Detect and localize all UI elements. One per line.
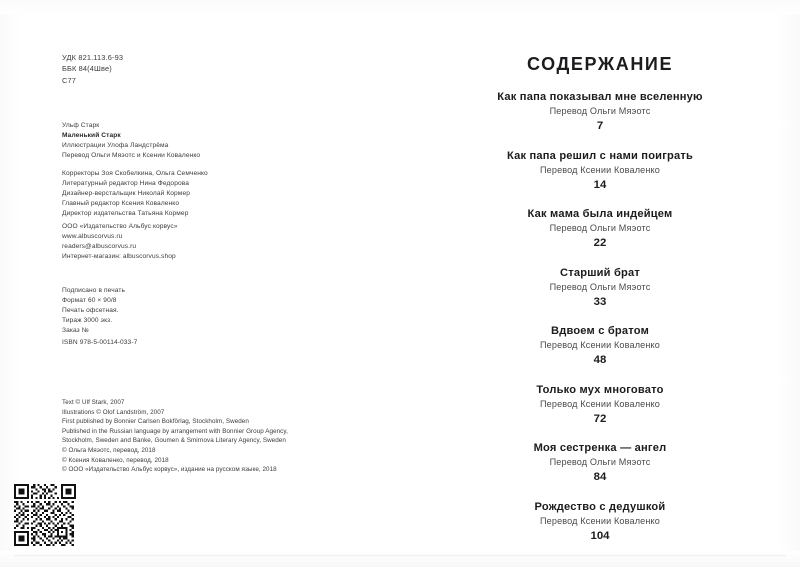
toc-page-number: 48 bbox=[593, 354, 607, 366]
toc-translator: Перевод Ольги Мяэотс bbox=[549, 457, 651, 467]
toc-page-number: 72 bbox=[593, 412, 607, 425]
toc-translator: Перевод Ольги Мяэотс bbox=[549, 281, 651, 292]
toc-page-number: 104 bbox=[590, 529, 610, 542]
copyright-translator-2-line: © Ксения Коваленко, перевод, 2018 bbox=[62, 456, 169, 464]
list-item[interactable] bbox=[400, 324, 800, 368]
toc-translator: Перевод Ольги Мяэотс bbox=[549, 223, 651, 233]
author-name: Ульф Старк bbox=[62, 122, 100, 129]
toc-page-number: 7 bbox=[596, 120, 604, 132]
editorial-staff-block bbox=[62, 169, 208, 219]
print-run-line: Тираж 3000 экз. bbox=[62, 316, 113, 324]
toc-page-number: 22 bbox=[593, 237, 607, 249]
print-type-line: Печать офсетная. bbox=[62, 306, 119, 314]
russian-arrangement-line-1: Published in the Russian language by arrangement with Bonnier Group Agency, bbox=[62, 427, 288, 435]
author-code-line: С77 bbox=[62, 75, 77, 85]
toc-translator: Перевод Ксении Коваленко bbox=[539, 164, 660, 175]
toc-title: Рождество с дедушкой bbox=[534, 500, 666, 513]
toc-page-number: 14 bbox=[593, 178, 607, 191]
proofreaders-line: Корректоры Зоя Скобелкина, Ольга Семченко bbox=[62, 170, 208, 177]
book-credits-block bbox=[62, 121, 200, 161]
copyright-text-line: Text © Ulf Stark, 2007 bbox=[62, 399, 125, 406]
toc-list bbox=[400, 90, 800, 558]
toc-title: Как папа показывал мне вселенную bbox=[497, 91, 703, 103]
publisher-website[interactable]: www.albuscorvus.ru bbox=[62, 232, 123, 240]
literary-editor-line: Литературный редактор Нина Федорова bbox=[62, 179, 190, 187]
list-item[interactable] bbox=[400, 149, 800, 193]
list-item[interactable] bbox=[400, 441, 800, 485]
isbn-block bbox=[62, 338, 137, 348]
list-item[interactable] bbox=[400, 500, 800, 544]
toc-translator: Перевод Ксении Коваленко bbox=[539, 515, 660, 526]
toc-title: Старший брат bbox=[560, 266, 640, 279]
copyright-block bbox=[62, 398, 288, 475]
copyright-publisher-line: © ООО «Издательство Альбус корвус», издание на русском языке, 2018 bbox=[62, 466, 277, 474]
list-item[interactable] bbox=[400, 266, 800, 310]
format-line: Формат 60 × 90/8 bbox=[62, 296, 117, 304]
toc-title: Моя сестренка — ангел bbox=[533, 442, 667, 454]
chief-editor-line: Главный редактор Ксения Коваленко bbox=[62, 199, 180, 207]
designer-line: Дизайнер-верстальщик Николай Кормер bbox=[62, 189, 190, 197]
russian-arrangement-line-2: Stockholm, Sweden and Banke, Goumen & Smirnova Literary Agency, Sweden bbox=[62, 437, 286, 445]
toc-title: Вдвоем с братом bbox=[551, 325, 649, 337]
toc-page-number: 84 bbox=[593, 471, 607, 483]
book-title: Маленький Старк bbox=[62, 131, 121, 139]
copyright-translator-1-line: © Ольга Мяэотс, перевод, 2018 bbox=[62, 446, 156, 454]
udk-line: УДК 821.113.6-93 bbox=[62, 53, 124, 62]
publisher-contact-block bbox=[62, 222, 178, 262]
list-item[interactable] bbox=[400, 207, 800, 251]
classification-block bbox=[62, 52, 123, 86]
signed-to-print-line: Подписано в печать bbox=[62, 287, 126, 294]
publisher-email[interactable]: readers@albuscorvus.ru bbox=[62, 242, 137, 250]
copyright-illustrations-line: Illustrations © Olof Landström, 2007 bbox=[62, 408, 165, 416]
page-title: СОДЕРЖАНИЕ bbox=[526, 54, 674, 74]
qr-code-icon[interactable] bbox=[14, 484, 76, 546]
toc-translator: Перевод Ксении Коваленко bbox=[539, 398, 660, 409]
table-of-contents-page bbox=[400, 0, 800, 567]
first-published-line: First published by Bonnier Carlsen Bokförlag, Stockholm, Sweden bbox=[62, 418, 249, 426]
print-details-block bbox=[62, 286, 125, 336]
list-item[interactable] bbox=[400, 90, 800, 134]
list-item[interactable] bbox=[400, 383, 800, 427]
order-number-line: Заказ № bbox=[62, 326, 89, 334]
toc-page-number: 33 bbox=[593, 295, 607, 308]
illustrator-credit: Иллюстрации Улофа Ландстрёма bbox=[62, 141, 169, 149]
toc-title: Как папа решил с нами поиграть bbox=[506, 149, 694, 162]
toc-title: Как мама была индейцем bbox=[527, 208, 673, 220]
translator-credit: Перевод Ольги Мяэотс и Ксении Коваленко bbox=[62, 151, 201, 159]
publisher-name: ООО «Издательство Альбус корвус» bbox=[62, 223, 178, 230]
toc-translator: Перевод Ольги Мяэотс bbox=[549, 106, 651, 116]
toc-title: Только мух многовато bbox=[536, 383, 664, 396]
bbk-line: ББК 84(4Шве) bbox=[62, 64, 112, 74]
toc-translator: Перевод Ксении Коваленко bbox=[539, 340, 660, 350]
isbn-line: ISBN 978-5-00114-033-7 bbox=[62, 339, 138, 346]
director-line: Директор издательства Татьяна Кормер bbox=[62, 209, 189, 217]
publisher-shop[interactable]: Интернет-магазин: albuscorvus.shop bbox=[62, 252, 176, 260]
